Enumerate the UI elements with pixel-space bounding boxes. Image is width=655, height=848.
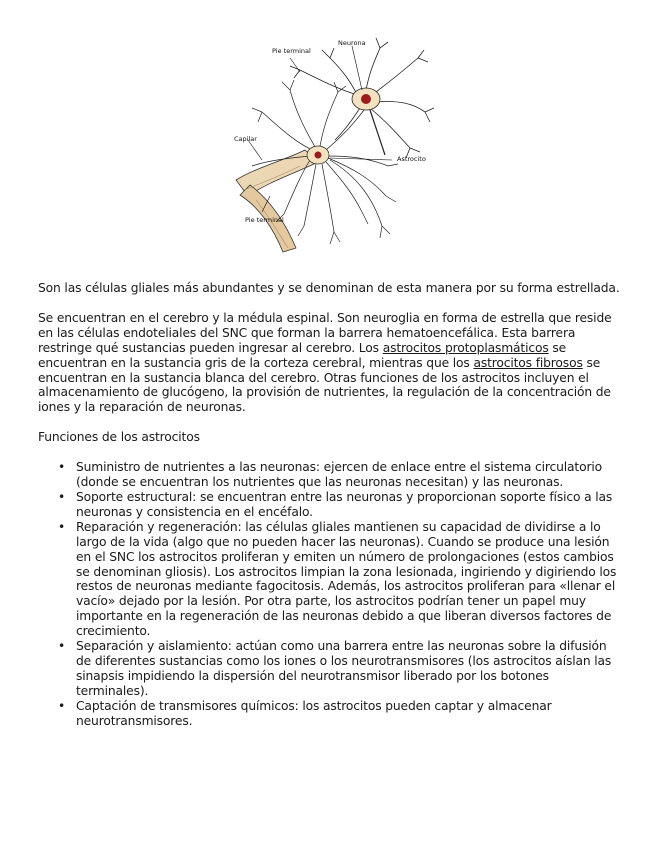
label-neurona: Neurona bbox=[338, 39, 366, 47]
description-paragraph bbox=[38, 311, 620, 415]
intro-paragraph: Son las células gliales más abundantes y se denominan de esta manera por su forma estrellada. bbox=[38, 281, 620, 295]
article-content bbox=[38, 281, 620, 728]
neuron bbox=[290, 38, 434, 158]
label-astrocito: Astrocito bbox=[397, 155, 426, 163]
functions-list bbox=[38, 460, 620, 728]
body-text-3: se encuentran en la sustancia blanca del cerebro. Otras funciones de los astrocitos incluyen el almacenamiento de glucógeno, la provisión de nutrientes, la regulación de la concentración de iones y la reparación de neuronas. bbox=[38, 355, 611, 415]
link-astrocitos-protoplasmaticos[interactable]: astrocitos protoplasmáticos bbox=[382, 340, 549, 355]
list-item: • Soporte estructural: se encuentran entre las neuronas y proporcionan soporte físico a las neuronas y consistencia en el encéfalo. bbox=[76, 490, 620, 520]
astrocyte-diagram bbox=[0, 0, 655, 270]
astrocyte-figure bbox=[0, 0, 655, 270]
leader-lines bbox=[248, 46, 392, 212]
body-text-2: se encuentran en la sustancia gris de la corteza cerebral, mientras que los bbox=[38, 340, 567, 370]
list-item: • Separación y aislamiento: actúan como una barrera entre las neuronas sobre la difusión de diferentes sustancias como los iones o los neurotransmisores (los astrocitos aíslan las sinapsis impidiendo la dispersión del neurotransmisor liberado por los botones terminales). bbox=[76, 639, 620, 699]
label-pie-terminal-top: Pie terminal bbox=[272, 47, 311, 55]
list-item: • Captación de transmisores químicos: los astrocitos pueden captar y almacenar neurotransmisores. bbox=[76, 699, 620, 729]
label-pie-terminal-bottom: Pie terminal bbox=[245, 216, 284, 224]
capillary bbox=[236, 150, 318, 252]
functions-heading: Funciones de los astrocitos bbox=[38, 430, 200, 445]
label-capilar: Capilar bbox=[234, 135, 257, 143]
body-text-1: Se encuentran en el cerebro y la médula espinal. Son neuroglia en forma de estrella que reside en las células endoteliales del SNC que forman la barrera hematoencefálica. Esta barrera restringe qué sustancias pueden ingresar al cerebro. Los bbox=[38, 310, 612, 355]
list-item: • Reparación y regeneración: las células gliales mantienen su capacidad de dividirse a lo largo de la vida (algo que no pueden hacer las neuronas). Cuando se produce una lesión en el SNC los astrocitos proliferan y emiten un número de prolongaciones (estos cambios se denominan gliosis). Los astrocitos limpian la zona lesionada, ingiriendo y digiriendo los restos de neuronas mediante fagocitosis. Además, los astrocitos proliferan para «llenar el vacío» dejado por la lesión. Por otra parte, los astrocitos podrían tener un papel muy importante en la regeneración de las neuronas debido a que liberan diversos factores de crecimiento. bbox=[76, 520, 620, 639]
list-item: • Suministro de nutrientes a las neuronas: ejercen de enlace entre el sistema circulatorio (donde se encuentran los nutrientes que las neuronas necesitan) y las neuronas. bbox=[76, 460, 620, 490]
link-astrocitos-fibrosos[interactable]: astrocitos fibrosos bbox=[473, 355, 583, 370]
